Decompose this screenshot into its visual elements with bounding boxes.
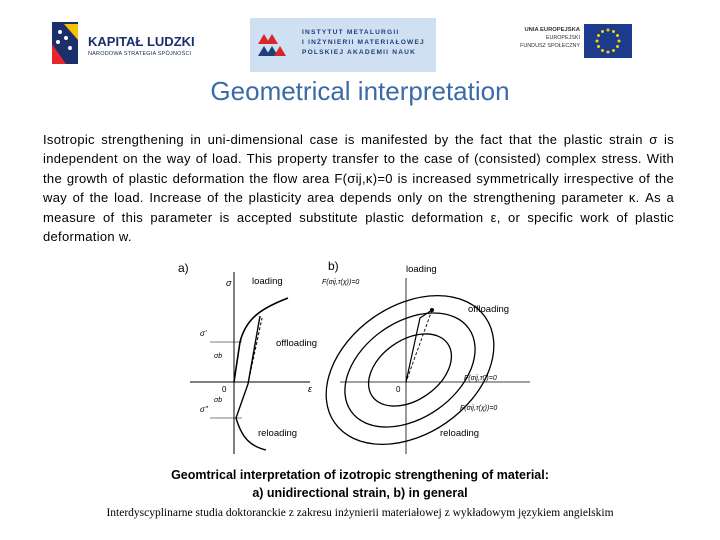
logo-bar — [0, 0, 720, 78]
institute-logo — [250, 18, 436, 72]
label-loading-right: loading — [406, 264, 437, 275]
panel-b-load-point — [430, 308, 434, 312]
label-reloading-right: reloading — [440, 428, 480, 439]
eu-flag-icon — [584, 24, 632, 58]
label-reloading-left: reloading — [258, 428, 298, 439]
panel-a-sigma-double-prime: σ'' — [200, 405, 208, 414]
panel-a-sigma-prime: σ' — [200, 329, 207, 338]
institute-mark-icon — [256, 26, 286, 62]
panel-a-sigma-symbol: σ — [226, 278, 232, 288]
panel-a-sigma-b-lower: σb — [214, 397, 223, 404]
label-loading-left: loading — [252, 276, 283, 287]
institute-line-2: I INŻYNIERII MATERIAŁOWEJ — [302, 39, 425, 46]
panel-b-f-inner: F(σij,τ0)=0 — [464, 375, 497, 382]
body-paragraph: Isotropic strengthening in uni-dimensional case is manifested by the fact that the plastic strain σ is independent on the way of load. This property transfer to the case of (consisted) complex stress. With the growth of plastic deformation the flow area F(σij,κ)=0 is increased symmetrically irrespective of the way of the load. Increase of the plasticity area depends only on the strengthening parameter κ. As a measure of this parameter is accepted substitute plastic deformation ε, or specific work of plastic deformation w. — [43, 132, 674, 245]
institute-line-3: POLSKIEJ AKADEMII NAUK — [302, 49, 417, 56]
eu-line-1: UNIA EUROPEJSKA — [524, 27, 580, 33]
kapital-ludzki-title: KAPITAŁ LUDZKI — [88, 34, 195, 49]
panel-b-f-upper: F(σij,τ(χ))=0 — [322, 279, 360, 286]
eu-line-3: FUNDUSZ SPOŁECZNY — [520, 43, 580, 49]
label-offloading-left: offloading — [276, 338, 318, 349]
kapital-ludzki-logo — [48, 18, 198, 68]
caption-line-2: a) unidirectional strain, b) in general — [252, 486, 468, 500]
panel-b-label: b) — [328, 259, 339, 273]
institute-name — [302, 28, 432, 58]
eu-line-2: EUROPEJSKI — [545, 35, 580, 41]
panel-b-origin: 0 — [396, 385, 401, 394]
panel-a-origin: 0 — [222, 385, 227, 394]
eu-logo — [500, 20, 640, 64]
figure-drawing — [170, 258, 550, 460]
label-offloading-right: offloading — [468, 304, 510, 315]
panel-a-epsilon-symbol: ε — [308, 384, 312, 394]
kapital-ludzki-mark-icon — [48, 18, 82, 68]
eu-text — [500, 26, 580, 50]
slide-title: Geometrical interpretation — [210, 76, 510, 106]
panel-a-sigma-b: σb — [214, 353, 223, 360]
panel-b-f-lower: F(σij,τ(χ))=0 — [460, 405, 498, 412]
caption-line-1: Geomtrical interpretation of izotropic strengthening of material: — [171, 468, 549, 482]
strengthening-figure — [170, 258, 550, 460]
institute-line-1: INSTYTUT METALURGII — [302, 29, 400, 36]
figure-caption — [0, 466, 720, 502]
panel-a-label: a) — [178, 261, 189, 275]
kapital-ludzki-subtitle: NARODOWA STRATEGIA SPÓJNOŚCI — [88, 51, 192, 57]
footer-text: Interdyscyplinarne studia doktoranckie z zakresu inżynierii materiałowej z wykładowym językiem angielskim — [106, 507, 614, 519]
